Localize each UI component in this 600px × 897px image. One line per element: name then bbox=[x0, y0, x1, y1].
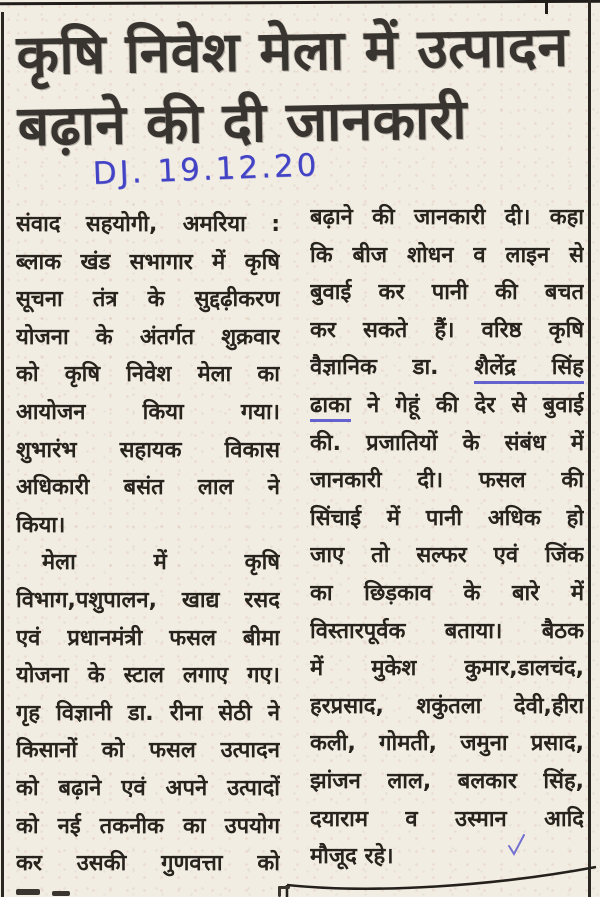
cutoff-text-fragment bbox=[52, 891, 70, 896]
body-text-segment: का छिड़काव के बारे में bbox=[310, 580, 584, 606]
body-text-segment: बढ़ाने की जानकारी दी। कहा bbox=[310, 205, 584, 230]
body-text-line bbox=[16, 244, 280, 282]
body-text-line bbox=[16, 770, 280, 808]
body-text-line bbox=[310, 349, 584, 387]
pen-underlined-text: शैलेंद्र सिंह bbox=[474, 355, 584, 384]
cutoff-text-fragment bbox=[16, 889, 40, 895]
body-text-line bbox=[16, 469, 280, 507]
body-text-segment: कर सकते हैं। वरिष्ठ कृषि bbox=[310, 317, 584, 343]
body-text-segment: मौजूद रहे। bbox=[310, 844, 394, 870]
pen-tick-mark bbox=[506, 833, 528, 857]
body-text-segment: सिंचाई में पानी अधिक हो bbox=[310, 505, 584, 531]
body-text-line bbox=[16, 206, 280, 244]
left-rule-line bbox=[1, 12, 4, 897]
handwritten-date-note: DJ. 19.12.20 bbox=[92, 147, 320, 192]
body-text-line bbox=[310, 312, 584, 350]
body-text-segment: जानकारी दी। फसल की bbox=[310, 468, 584, 494]
body-text-line bbox=[310, 237, 584, 275]
body-text-segment: जाए तो सल्फर एवं जिंक bbox=[310, 543, 584, 569]
body-text-line bbox=[310, 274, 584, 312]
body-text-line bbox=[16, 507, 280, 545]
body-text-segment: किया। bbox=[16, 512, 66, 538]
body-text-line bbox=[16, 808, 280, 846]
body-text-segment: कली, गोमती, जमुना प्रसाद, bbox=[310, 731, 584, 757]
body-text-line bbox=[310, 425, 584, 463]
body-text-line bbox=[16, 732, 280, 770]
body-text-line bbox=[310, 537, 584, 575]
body-text-line bbox=[310, 500, 584, 538]
body-text-segment: कर उसकी गुणवत्ता को bbox=[16, 851, 280, 877]
article-headline bbox=[16, 11, 590, 162]
body-text-line bbox=[310, 462, 584, 500]
body-text-line bbox=[16, 657, 280, 695]
body-text-segment: गृह विज्ञानी डा. रीना सेठी ने bbox=[16, 700, 280, 726]
body-text-line bbox=[16, 281, 280, 319]
body-text-segment: दयाराम व उस्मान आदि bbox=[310, 806, 584, 832]
body-text-segment: ने गेहूं की देर से बुवाई bbox=[350, 392, 584, 418]
top-rule-line bbox=[0, 0, 600, 5]
body-text-segment: योजना के अंतर्गत शुक्रवार bbox=[16, 324, 280, 350]
body-text-line bbox=[310, 650, 584, 688]
body-text-segment: कि बीज शोधन व लाइन से bbox=[310, 242, 584, 268]
body-text-segment: विस्तारपूर्वक बताया। बैठक bbox=[310, 618, 584, 644]
body-text-segment: ब्लाक खंड सभागार में कृषि bbox=[16, 249, 280, 275]
body-text-line bbox=[310, 763, 584, 801]
cutoff-text-fragment bbox=[278, 886, 290, 889]
body-text-segment: संवाद सहयोगी, अमरिया : bbox=[16, 212, 280, 237]
body-text-segment: एवं प्रधानमंत्री फसल बीमा bbox=[16, 625, 280, 651]
headline-line-2: बढ़ाने की दी जानकारी bbox=[17, 86, 468, 158]
pen-underlined-text: ढाका bbox=[310, 393, 351, 422]
bottom-box-rule bbox=[284, 860, 600, 897]
body-text-segment: शुभारंभ सहायक विकास bbox=[16, 437, 280, 463]
body-text-line bbox=[310, 613, 584, 651]
body-text-line bbox=[16, 582, 280, 620]
body-text-line bbox=[16, 394, 280, 432]
body-text-line bbox=[310, 725, 584, 763]
body-text-segment: झांजन लाल, बलकार सिंह, bbox=[310, 768, 584, 794]
body-text-segment: किसानों को फसल उत्पादन bbox=[16, 738, 280, 764]
body-text-line bbox=[310, 688, 584, 726]
body-text-line bbox=[16, 845, 280, 883]
body-text-line bbox=[310, 575, 584, 613]
body-text-line bbox=[16, 695, 280, 733]
body-text-segment: बुवाई कर पानी की बचत bbox=[310, 280, 584, 306]
body-text-segment: आयोजन किया गया। bbox=[16, 399, 280, 425]
body-text-segment: योजना के स्टाल लगाए गए। bbox=[16, 663, 280, 689]
body-text-segment: को बढ़ाने एवं अपने उत्पादों bbox=[16, 775, 280, 801]
body-text-segment: वैज्ञानिक डा. bbox=[310, 355, 475, 381]
body-text-line bbox=[16, 356, 280, 394]
body-text-line bbox=[16, 319, 280, 357]
body-text-segment: सूचना तंत्र के सुद्दढ़ीकरण bbox=[16, 287, 280, 313]
body-column-left bbox=[16, 206, 280, 883]
body-text-segment: को कृषि निवेश मेला का bbox=[16, 362, 280, 388]
body-column-right bbox=[310, 199, 584, 876]
body-text-segment: में मुकेश कुमार,डालचंद, bbox=[310, 656, 584, 682]
headline-line-1: कृषि निवेश मेला में उत्पादन bbox=[16, 14, 569, 87]
body-text-line bbox=[16, 432, 280, 470]
body-text-segment: की. प्रजातियों के संबंध में bbox=[310, 430, 584, 456]
body-text-line bbox=[310, 199, 584, 237]
body-text-line bbox=[16, 544, 280, 582]
body-text-line bbox=[310, 387, 584, 425]
body-text-segment: विभाग,पशुपालन, खाद्य रसद bbox=[16, 587, 280, 613]
body-text-segment: मेला में कृषि bbox=[42, 550, 280, 576]
body-text-line bbox=[16, 620, 280, 658]
body-text-segment: को नई तकनीक का उपयोग bbox=[16, 813, 280, 839]
body-text-line bbox=[310, 801, 584, 839]
body-text-segment: अधिकारी बसंत लाल ने bbox=[16, 475, 280, 501]
body-text-segment: हरप्रसाद, शकुंतला देवी,हीरा bbox=[310, 693, 584, 719]
